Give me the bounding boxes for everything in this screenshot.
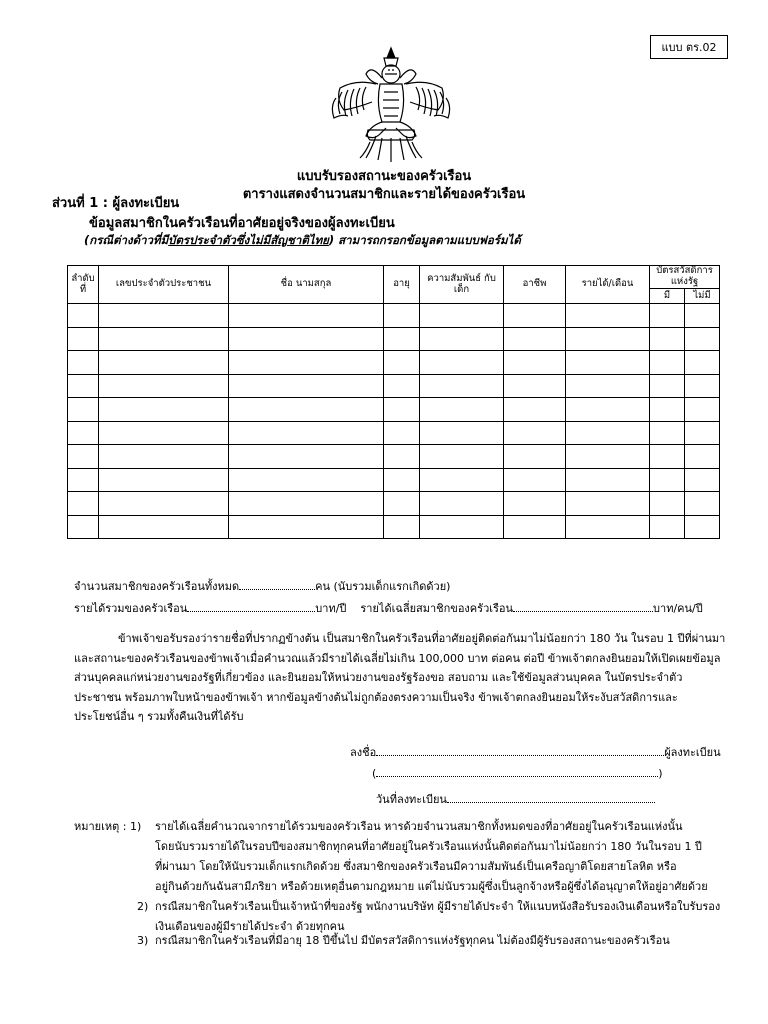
- table-cell[interactable]: [99, 351, 229, 375]
- header-no: ลำดับ ที่: [68, 266, 99, 304]
- total-income-field[interactable]: [187, 600, 315, 612]
- table-cell[interactable]: [650, 374, 685, 398]
- table-cell[interactable]: [229, 421, 384, 445]
- header-occupation: อาชีพ: [504, 266, 566, 304]
- table-cell[interactable]: [504, 445, 566, 469]
- table-cell[interactable]: [68, 515, 99, 539]
- table-cell[interactable]: [566, 421, 650, 445]
- table-cell[interactable]: [504, 468, 566, 492]
- table-cell[interactable]: [99, 515, 229, 539]
- members-unit: คน (นับรวมเด็กแรกเกิดด้วย): [315, 580, 451, 593]
- table-cell[interactable]: [229, 445, 384, 469]
- table-cell[interactable]: [384, 421, 420, 445]
- remark-3-number: 3): [137, 934, 149, 947]
- table-cell[interactable]: [685, 515, 720, 539]
- table-cell[interactable]: [566, 327, 650, 351]
- form-code: แบบ ตร.02: [661, 41, 717, 54]
- table-cell[interactable]: [229, 492, 384, 516]
- table-row: [68, 421, 720, 445]
- table-cell[interactable]: [384, 374, 420, 398]
- table-cell[interactable]: [650, 398, 685, 422]
- table-cell[interactable]: [650, 351, 685, 375]
- table-cell[interactable]: [566, 445, 650, 469]
- header-has: มี: [650, 289, 685, 304]
- form-subtitle: ตารางแสดงจำนวนสมาชิกและรายได้ของครัวเรือน: [242, 187, 526, 202]
- table-cell[interactable]: [68, 468, 99, 492]
- income-line: [74, 599, 703, 617]
- remark-1-line: โดยนับรวมรายได้ในรอบปีของสมาชิกทุกคนที่อาศัยอยู่ในครัวเรือนแห่งนั้นติดต่อกันมาไม่น้อยกว่า 180 วันในรอบ 1 ปี: [155, 840, 702, 853]
- table-cell[interactable]: [566, 492, 650, 516]
- table-cell[interactable]: [420, 398, 504, 422]
- table-cell[interactable]: [68, 421, 99, 445]
- table-cell[interactable]: [384, 304, 420, 328]
- table-cell[interactable]: [68, 445, 99, 469]
- table-cell[interactable]: [566, 468, 650, 492]
- remark-2-line: กรณีสมาชิกในครัวเรือนเป็นเจ้าหน้าที่ของรัฐ พนักงานบริษัท ผู้มีรายได้ประจำ ให้แนบหนังสือรับรองเงินเดือนหรือใบรับรอง: [155, 900, 721, 913]
- table-cell[interactable]: [229, 304, 384, 328]
- table-cell[interactable]: [99, 468, 229, 492]
- table-row: [68, 445, 720, 469]
- table-cell[interactable]: [650, 327, 685, 351]
- table-cell[interactable]: [685, 327, 720, 351]
- total-income-label: รายได้รวมของครัวเรือน: [74, 602, 188, 615]
- table-cell[interactable]: [384, 468, 420, 492]
- date-label: วันที่ลงทะเบียน: [376, 793, 447, 806]
- table-cell[interactable]: [504, 492, 566, 516]
- table-row: [68, 351, 720, 375]
- table-cell[interactable]: [68, 398, 99, 422]
- members-count-line: [74, 577, 450, 595]
- table-cell[interactable]: [650, 445, 685, 469]
- certification-line: ข้าพเจ้าขอรับรองว่ารายชื่อที่ปรากฏข้างต้น เป็นสมาชิกในครัวเรือนที่อาศัยอยู่ติดต่อกันมาไม่น้อยกว่า 180 วัน ในรอบ 1 ปีที่ผ่านมา: [118, 632, 726, 645]
- table-cell[interactable]: [420, 421, 504, 445]
- certification-line: และสถานะของครัวเรือนของข้าพเจ้าเมื่อคำนวณแล้วมีรายได้เฉลี่ยไม่เกิน 100,000 บาท ต่อคน ต่อปี ข้าพเจ้าตกลงยินยอมให้เปิดเผยข้อมูล: [74, 651, 721, 665]
- header-age: อายุ: [384, 266, 420, 304]
- table-cell[interactable]: [650, 421, 685, 445]
- registration-date-line: [376, 790, 655, 808]
- table-row: [68, 492, 720, 516]
- table-cell[interactable]: [420, 492, 504, 516]
- table-cell[interactable]: [685, 445, 720, 469]
- table-cell[interactable]: [504, 374, 566, 398]
- table-cell[interactable]: [685, 351, 720, 375]
- note-suffix: ) สามารถกรอกข้อมูลตามแบบฟอร์มได้: [328, 233, 521, 247]
- table-cell[interactable]: [229, 468, 384, 492]
- table-cell[interactable]: [68, 492, 99, 516]
- table-cell[interactable]: [685, 492, 720, 516]
- table-cell[interactable]: [650, 304, 685, 328]
- registration-date-field[interactable]: [447, 791, 655, 803]
- table-cell[interactable]: [420, 468, 504, 492]
- table-cell[interactable]: [650, 515, 685, 539]
- table-cell[interactable]: [420, 351, 504, 375]
- table-cell[interactable]: [384, 445, 420, 469]
- table-cell[interactable]: [229, 351, 384, 375]
- table-cell[interactable]: [420, 445, 504, 469]
- certification-line: ประชาชน พร้อมภาพใบหน้าของข้าพเจ้า หากข้อมูลข้างต้นไม่ถูกต้องตรงความเป็นจริง ข้าพเจ้าตกลงยินยอมให้ระงับสวัสดิการและ: [74, 690, 678, 704]
- remark-1-line: รายได้เฉลี่ยคำนวณจากรายได้รวมของครัวเรือน หารด้วยจำนวนสมาชิกทั้งหมดของที่อาศัยอยู่ในครัวเรือนแห่งนั้น: [155, 820, 683, 833]
- header-name: ชื่อ นามสกุล: [229, 266, 384, 304]
- table-cell[interactable]: [384, 327, 420, 351]
- section-label: ส่วนที่ 1 : ผู้ลงทะเบียน: [52, 196, 180, 211]
- members-count-field[interactable]: [239, 578, 315, 590]
- table-cell[interactable]: [229, 398, 384, 422]
- table-row: [68, 327, 720, 351]
- header-id-number: เลขประจำตัวประชาชน: [99, 266, 229, 304]
- remarks-label: หมายเหตุ : 1): [74, 820, 142, 833]
- table-cell[interactable]: [99, 374, 229, 398]
- table-cell[interactable]: [504, 398, 566, 422]
- table-cell[interactable]: [650, 492, 685, 516]
- table-cell[interactable]: [68, 327, 99, 351]
- header-relation: ความสัมพันธ์ กับเด็ก: [420, 266, 504, 304]
- table-cell[interactable]: [504, 421, 566, 445]
- table-row: [68, 515, 720, 539]
- table-cell[interactable]: [504, 351, 566, 375]
- table-row: [68, 374, 720, 398]
- certification-line: ส่วนบุคคลแก่หน่วยงานของรัฐที่เกี่ยวข้อง และยินยอมให้หน่วยงานของรัฐร้องขอ สอบถาม และใช้ข้อมูลส่วนบุคคล ในบัตรประจำตัว: [74, 671, 683, 684]
- table-cell[interactable]: [504, 327, 566, 351]
- header-income: รายได้/เดือน: [566, 266, 650, 304]
- table-cell[interactable]: [68, 374, 99, 398]
- table-cell[interactable]: [68, 304, 99, 328]
- table-cell[interactable]: [650, 468, 685, 492]
- total-income-unit: บาท/ปี: [315, 602, 347, 615]
- table-cell[interactable]: [229, 327, 384, 351]
- table-cell[interactable]: [504, 515, 566, 539]
- foreigner-note: [84, 232, 521, 250]
- certification-paragraph: [74, 629, 732, 727]
- printed-name-field[interactable]: [376, 765, 658, 777]
- table-cell[interactable]: [68, 351, 99, 375]
- table-cell[interactable]: [99, 304, 229, 328]
- registrant-label: ผู้ลงทะเบียน: [664, 746, 721, 759]
- form-code-box: [650, 35, 728, 59]
- avg-income-unit: บาท/คน/ปี: [653, 602, 703, 615]
- sign-label: ลงชื่อ: [350, 746, 377, 759]
- remark-1-line: อยู่กินด้วยกันฉันสามีภริยา หรือด้วยเหตุอื่นตามกฎหมาย แต่ไม่นับรวมผู้ซึ่งเป็นลูกจ้างหรือผู้ซึ่งได้อนุญาตให้อยู่อาศัยด้วย: [155, 880, 708, 893]
- table-cell[interactable]: [685, 398, 720, 422]
- remark-2-number: 2): [137, 900, 149, 913]
- table-cell[interactable]: [566, 398, 650, 422]
- table-row: [68, 468, 720, 492]
- table-cell[interactable]: [420, 304, 504, 328]
- table-cell[interactable]: [566, 515, 650, 539]
- signature-line: [350, 743, 721, 761]
- table-cell[interactable]: [420, 327, 504, 351]
- table-cell[interactable]: [99, 445, 229, 469]
- table-cell[interactable]: [229, 374, 384, 398]
- section-subtitle: ข้อมูลสมาชิกในครัวเรือนที่อาศัยอยู่จริงของผู้ลงทะเบียน: [89, 216, 395, 231]
- remark-1: [155, 817, 735, 897]
- table-cell[interactable]: [685, 421, 720, 445]
- table-cell[interactable]: [420, 515, 504, 539]
- table-cell[interactable]: [99, 421, 229, 445]
- form-title: แบบรับรองสถานะของครัวเรือน: [296, 169, 472, 184]
- avg-income-label: รายได้เฉลี่ยสมาชิกของครัวเรือน: [360, 602, 514, 615]
- certification-line: ประโยชน์อื่น ๆ รวมทั้งคืนเงินที่ได้รับ: [74, 710, 244, 723]
- garuda-emblem-icon: [326, 44, 456, 162]
- table-cell[interactable]: [420, 374, 504, 398]
- note-underlined: บัตรประจำตัวซึ่งไม่มีสัญชาติไทย: [168, 233, 329, 247]
- members-table: [67, 265, 720, 539]
- table-cell[interactable]: [566, 304, 650, 328]
- table-cell[interactable]: [384, 351, 420, 375]
- table-cell[interactable]: [566, 374, 650, 398]
- table-cell[interactable]: [384, 515, 420, 539]
- header-welfare-card: บัตรสวัสดิการ แห่งรัฐ: [650, 266, 720, 289]
- table-row: [68, 304, 720, 328]
- note-prefix: (กรณีต่างด้าวที่มี: [84, 233, 169, 247]
- table-cell[interactable]: [99, 492, 229, 516]
- table-row: [68, 398, 720, 422]
- table-cell[interactable]: [99, 327, 229, 351]
- remark-2-line: เงินเดือนของผู้มีรายได้ประจำ ด้วยทุกคน: [155, 920, 345, 933]
- members-label: จำนวนสมาชิกของครัวเรือนทั้งหมด: [74, 580, 240, 593]
- header-has-not: ไม่มี: [685, 289, 720, 304]
- table-cell[interactable]: [384, 492, 420, 516]
- table-cell[interactable]: [384, 398, 420, 422]
- table-cell[interactable]: [566, 351, 650, 375]
- remark-1-line: ที่ผ่านมา โดยให้นับรวมเด็กแรกเกิดด้วย ซึ่งสมาชิกของครัวเรือนมีความสัมพันธ์เป็นเครือญาติโดยสายโลหิต หรือ: [155, 860, 677, 873]
- table-cell[interactable]: [504, 304, 566, 328]
- remark-3: กรณีสมาชิกในครัวเรือนที่มีอายุ 18 ปีขึ้นไป มีบัตรสวัสดิการแห่งรัฐทุกคน ไม่ต้องมีผู้รับรองสถานะของครัวเรือน: [155, 934, 670, 947]
- signature-field[interactable]: [376, 744, 664, 756]
- name-open: (: [372, 767, 377, 780]
- table-cell[interactable]: [99, 398, 229, 422]
- table-cell[interactable]: [685, 468, 720, 492]
- table-cell[interactable]: [685, 304, 720, 328]
- name-close: ): [658, 767, 663, 780]
- printed-name-line: [372, 765, 663, 780]
- avg-income-field[interactable]: [513, 600, 653, 612]
- table-cell[interactable]: [229, 515, 384, 539]
- table-cell[interactable]: [685, 374, 720, 398]
